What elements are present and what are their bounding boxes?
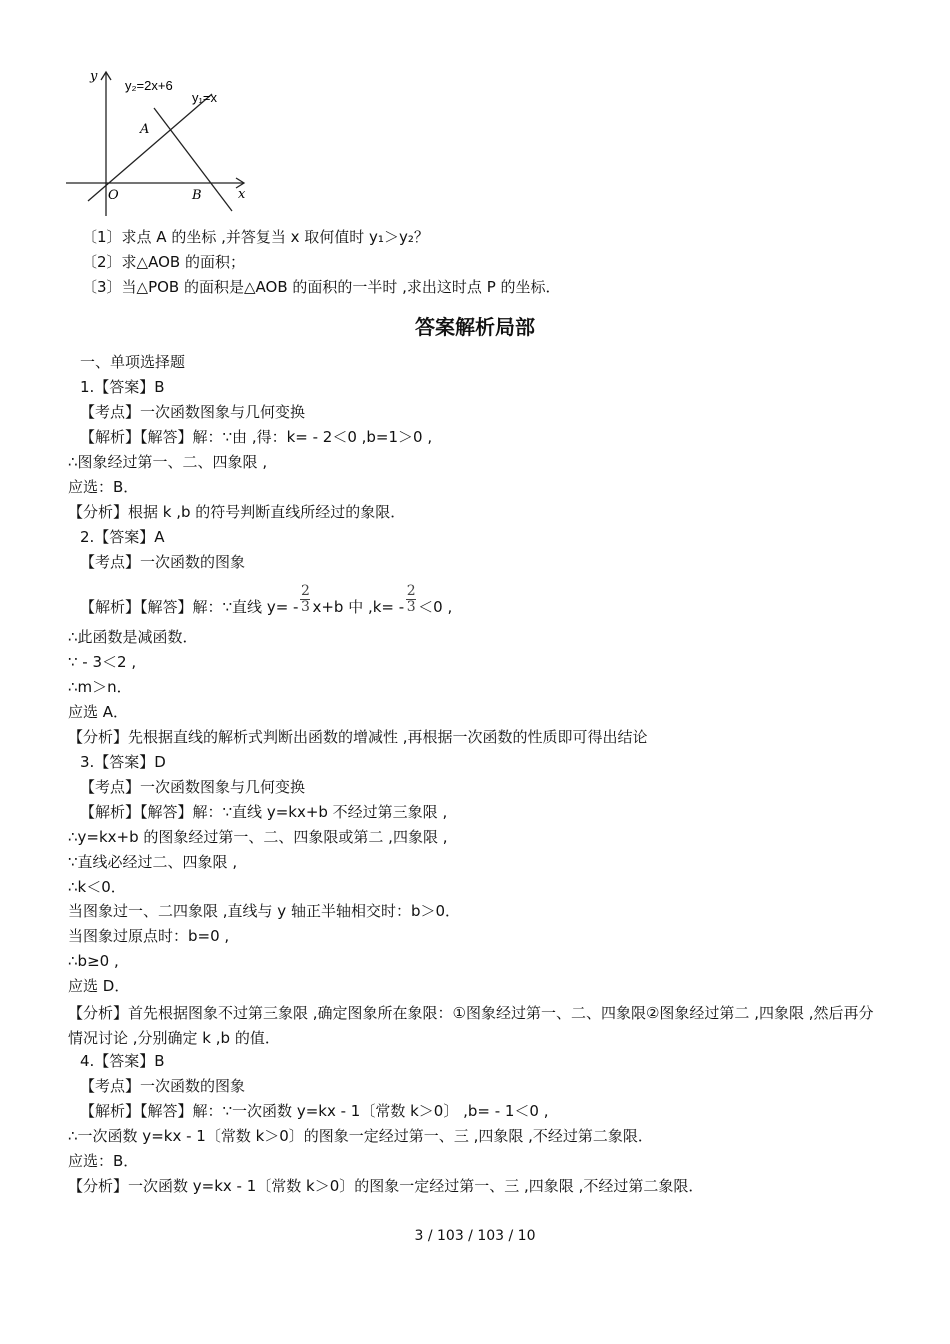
answer-2-solution — [80, 583, 453, 623]
fraction-denominator: 3 — [406, 599, 416, 615]
answer-2-line: ∵ - 3＜2 , — [68, 653, 137, 671]
solution-text: x+b 中 ,k= - — [312, 598, 405, 616]
question-1: 〔1〕求点 A 的坐标 ,并答复当 x 取何值时 y₁＞y₂？ — [82, 228, 429, 246]
answer-2-analysis: 【分析】先根据直线的解析式判断出函数的增减性 ,再根据一次函数的性质即可得出结论 — [68, 728, 648, 746]
answer-3-analysis: 【分析】首先根据图象不过第三象限 ,确定图象所在象限：①图象经过第一、二、四象限②图象经过第二 ,四象限 ,然后再分情况讨论 ,分别确定 k ,b 的值． — [68, 1004, 874, 1047]
fraction-two-thirds — [406, 584, 416, 615]
answer-2-line: 应选 A． — [68, 703, 129, 721]
answer-1-key: 1.【答案】B — [80, 378, 165, 396]
answer-4-topic: 【考点】一次函数的图象 — [80, 1077, 246, 1095]
answer-2-key: 2.【答案】A — [80, 528, 165, 546]
answer-1-line: ∴图象经过第一、二、四象限 , — [68, 453, 268, 471]
point-o-label: O — [108, 188, 119, 203]
answer-2-line: ∴此函数是减函数． — [68, 628, 198, 646]
fraction-denominator: 3 — [300, 599, 310, 615]
answer-3-key: 3.【答案】D — [80, 753, 166, 771]
page-number: 3 / 103 / 103 / 10 — [414, 1228, 536, 1244]
answer-1-solution: 【解析】【解答】解：∵由 ,得：k= - 2＜0 ,b=1＞0 , — [80, 428, 433, 446]
answer-3-line: 当图象过一、二四象限 ,直线与 y 轴正半轴相交时：b＞0． — [68, 902, 461, 920]
answer-3-topic: 【考点】一次函数图象与几何变换 — [80, 778, 306, 796]
answer-1-line: 应选：B． — [68, 478, 139, 496]
line1-label: y₁=x — [192, 90, 217, 105]
answer-3-solution: 【解析】【解答】解：∵直线 y=kx+b 不经过第三象限 , — [80, 803, 448, 821]
point-a-label: A — [140, 122, 150, 137]
answer-1-analysis: 【分析】根据 k ,b 的符号判断直线所经过的象限． — [68, 503, 406, 521]
answer-4-analysis: 【分析】一次函数 y=kx - 1〔常数 k＞0〕的图象一定经过第一、三 ,四象限 ,不经过第二象限． — [68, 1177, 704, 1195]
function-graph-figure — [64, 66, 264, 218]
answer-3-line: 应选 D． — [68, 977, 130, 995]
answer-3-line: ∴b≥0 , — [68, 952, 119, 970]
answer-4-key: 4.【答案】B — [80, 1052, 165, 1070]
solution-text: 【解析】【解答】解：∵直线 y= - — [80, 598, 299, 616]
answer-4-line: 应选：B． — [68, 1152, 139, 1170]
answer-3-line: 当图象过原点时：b=0 , — [68, 927, 230, 945]
answer-1-topic: 【考点】一次函数图象与几何变换 — [80, 403, 306, 421]
answer-4-solution: 【解析】【解答】解：∵一次函数 y=kx - 1〔常数 k＞0〕 ,b= - 1＜0 , — [80, 1102, 549, 1120]
answer-2-line: ∴m＞n． — [68, 678, 132, 696]
answer-3-line: ∴y=kx+b 的图象经过第一、二、四象限或第二 ,四象限 , — [68, 828, 448, 846]
y-axis-label: y — [90, 69, 98, 84]
line2-label: y₂=2x+6 — [125, 78, 173, 93]
answer-3-line: ∴k＜0． — [68, 878, 126, 896]
answer-3-line: ∵直线必经过二、四象限 , — [68, 853, 238, 871]
answer-section-heading: 答案解析局部 — [415, 315, 535, 339]
answer-4-line: ∴一次函数 y=kx - 1〔常数 k＞0〕的图象一定经过第一、三 ,四象限 ,不经过第二象限． — [68, 1127, 653, 1145]
answer-2-topic: 【考点】一次函数的图象 — [80, 553, 246, 571]
fraction-numerator: 2 — [406, 583, 416, 599]
solution-text: ＜0 , — [418, 598, 453, 616]
fraction-two-thirds — [300, 584, 310, 615]
question-3: 〔3〕当△POB 的面积是△AOB 的面积的一半时 ,求出这时点 P 的坐标． — [82, 278, 561, 296]
section-title: 一、单项选择题 — [80, 353, 186, 371]
fraction-numerator: 2 — [300, 583, 310, 599]
point-b-label: B — [192, 188, 202, 203]
x-axis-label: x — [238, 187, 246, 202]
question-2: 〔2〕求△AOB 的面积； — [82, 253, 245, 271]
